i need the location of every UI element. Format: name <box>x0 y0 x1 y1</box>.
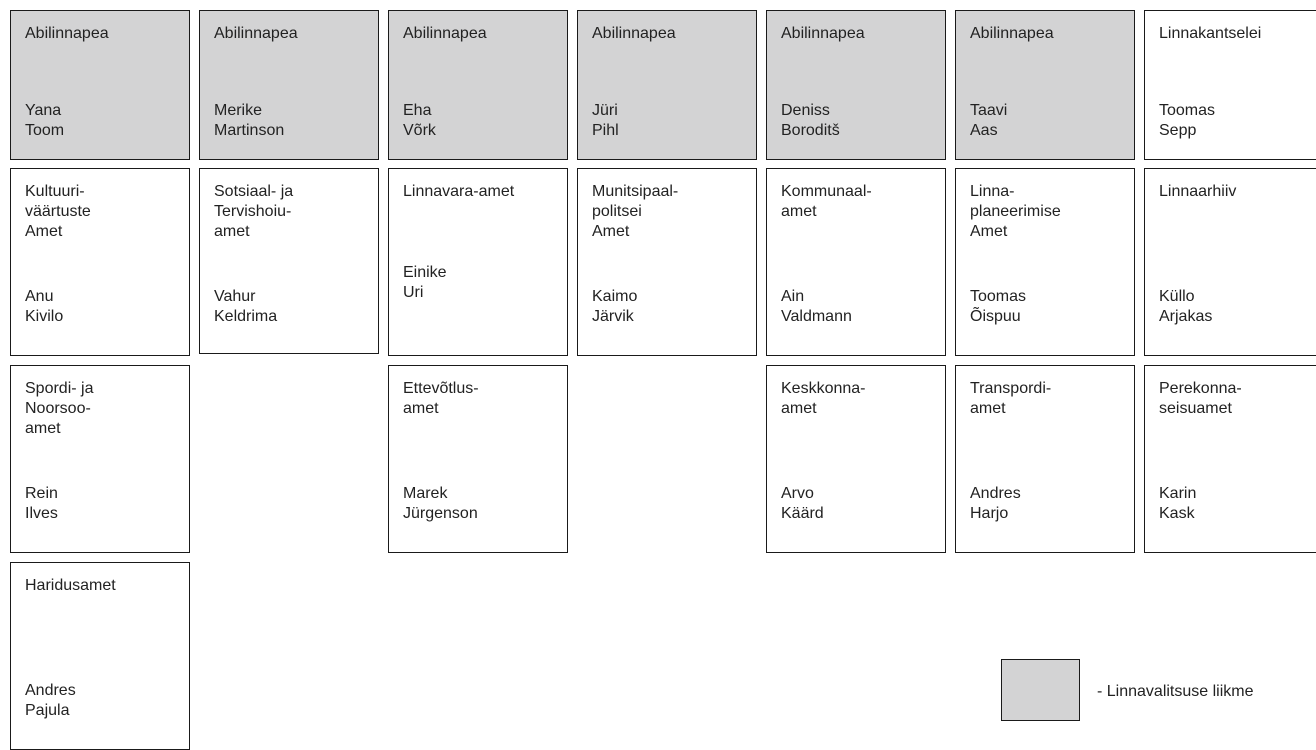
person-name: Toomas Sepp <box>1159 102 1216 139</box>
org-box <box>199 168 379 354</box>
person-name: Arvo Käärd <box>781 485 824 522</box>
box-title: Abilinnapea <box>403 25 487 42</box>
org-box <box>955 365 1135 553</box>
box-title: Linnavara-amet <box>403 183 515 200</box>
box-title: Abilinnapea <box>214 25 298 42</box>
org-box <box>577 10 757 160</box>
box-title: Linnaarhiiv <box>1159 183 1237 200</box>
org-box <box>388 365 568 553</box>
org-box <box>199 10 379 160</box>
person-name: Einike Uri <box>403 264 447 301</box>
legend-swatch <box>1001 659 1080 721</box>
box-title: Kultuuri- väärtuste Amet <box>25 183 91 240</box>
person-name: Anu Kivilo <box>25 288 64 325</box>
person-name: Eha Võrk <box>403 102 436 139</box>
box-title: Perekonna- seisuamet <box>1159 380 1242 417</box>
person-name: Marek Jürgenson <box>403 485 478 522</box>
person-name: Kaimo Järvik <box>592 288 638 325</box>
box-title: Abilinnapea <box>781 25 865 42</box>
org-box <box>1144 168 1316 356</box>
person-name: Deniss Boroditš <box>781 102 840 139</box>
box-title: Spordi- ja Noorsoo- amet <box>25 380 94 437</box>
box-title: Abilinnapea <box>592 25 676 42</box>
org-box <box>766 365 946 553</box>
box-title: Transpordi- amet <box>970 380 1052 417</box>
org-box <box>10 168 190 356</box>
box-title: Keskkonna- amet <box>781 380 866 417</box>
person-name: Küllo Arjakas <box>1159 288 1213 325</box>
org-box <box>1144 10 1316 160</box>
org-box <box>10 562 190 750</box>
person-name: Karin Kask <box>1159 485 1197 522</box>
org-box <box>577 168 757 356</box>
box-title: Kommunaal- amet <box>781 183 872 220</box>
org-box <box>388 168 568 356</box>
person-name: Jüri Pihl <box>592 102 619 139</box>
person-name: Andres Harjo <box>970 485 1021 522</box>
org-box <box>766 10 946 160</box>
box-title: Sotsiaal- ja Tervishoiu- amet <box>214 183 294 240</box>
person-name: Merike Martinson <box>214 102 285 139</box>
legend-label: - Linnavalitsuse liikme <box>1097 683 1254 700</box>
person-name: Rein Ilves <box>25 485 58 522</box>
person-name: Toomas Õispuu <box>970 288 1027 325</box>
org-box <box>388 10 568 160</box>
person-name: Andres Pajula <box>25 682 76 719</box>
box-title: Abilinnapea <box>970 25 1054 42</box>
person-name: Yana Toom <box>25 102 65 139</box>
box-title: Haridusamet <box>25 577 116 594</box>
box-title: Linna- planeerimise Amet <box>970 183 1061 240</box>
person-name: Ain Valdmann <box>781 288 852 325</box>
box-title: Munitsipaal- politsei Amet <box>592 183 679 240</box>
box-title: Abilinnapea <box>25 25 109 42</box>
org-box <box>955 10 1135 160</box>
person-name: Taavi Aas <box>970 102 1008 139</box>
box-title: Ettevõtlus- amet <box>403 380 479 417</box>
org-box <box>766 168 946 356</box>
org-box <box>955 168 1135 356</box>
org-box <box>10 365 190 553</box>
org-box <box>10 10 190 160</box>
person-name: Vahur Keldrima <box>214 288 278 325</box>
org-box <box>1144 365 1316 553</box>
box-title: Linnakantselei <box>1159 25 1262 42</box>
